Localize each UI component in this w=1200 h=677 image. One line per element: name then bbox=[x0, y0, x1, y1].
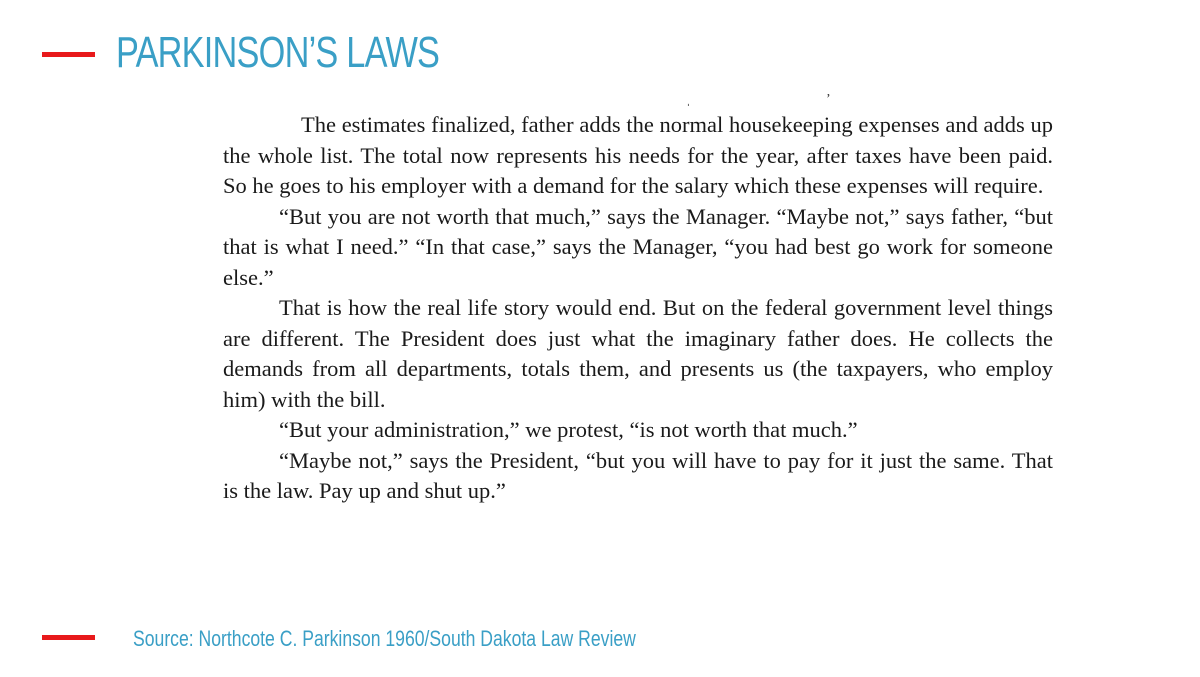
source-accent-bar bbox=[42, 635, 95, 640]
excerpt-paragraph: “But your administration,” we protest, “is not worth that much.” bbox=[279, 417, 858, 442]
excerpt-paragraph: That is how the real life story would end. But on the federal government level things are different. The President does just what the imaginary father does. He collects the demands from all departments, totals them, and presents us (the taxpayers, who employ him) with the bill. bbox=[223, 295, 1053, 412]
excerpt-paragraph: “But you are not worth that much,” says the Manager. “Maybe not,” says father, “but that is what I need.” “In that case,” says the Manager, “you had best go work for someone else.” bbox=[223, 203, 1053, 290]
scan-artifact-mark: ʼ bbox=[826, 92, 831, 107]
title-accent-bar bbox=[42, 52, 95, 57]
slide-title: PARKINSON’S LAWS bbox=[116, 28, 440, 77]
source-citation: Source: Northcote C. Parkinson 1960/South Dakota Law Review bbox=[133, 626, 636, 651]
scanned-excerpt bbox=[223, 110, 1053, 507]
excerpt-paragraph: “Maybe not,” says the President, “but you will have to pay for it just the same. That is the law. Pay up and shut up.” bbox=[223, 447, 1053, 503]
scan-artifact-mark: ˌ bbox=[686, 92, 691, 107]
excerpt-paragraph: The estimates finalized, father adds the normal housekeeping expenses and adds up the whole list. The total now represents his needs for the year, after taxes have been paid. So he goes to his employer with a demand for the salary which these expenses will require. bbox=[223, 112, 1053, 198]
